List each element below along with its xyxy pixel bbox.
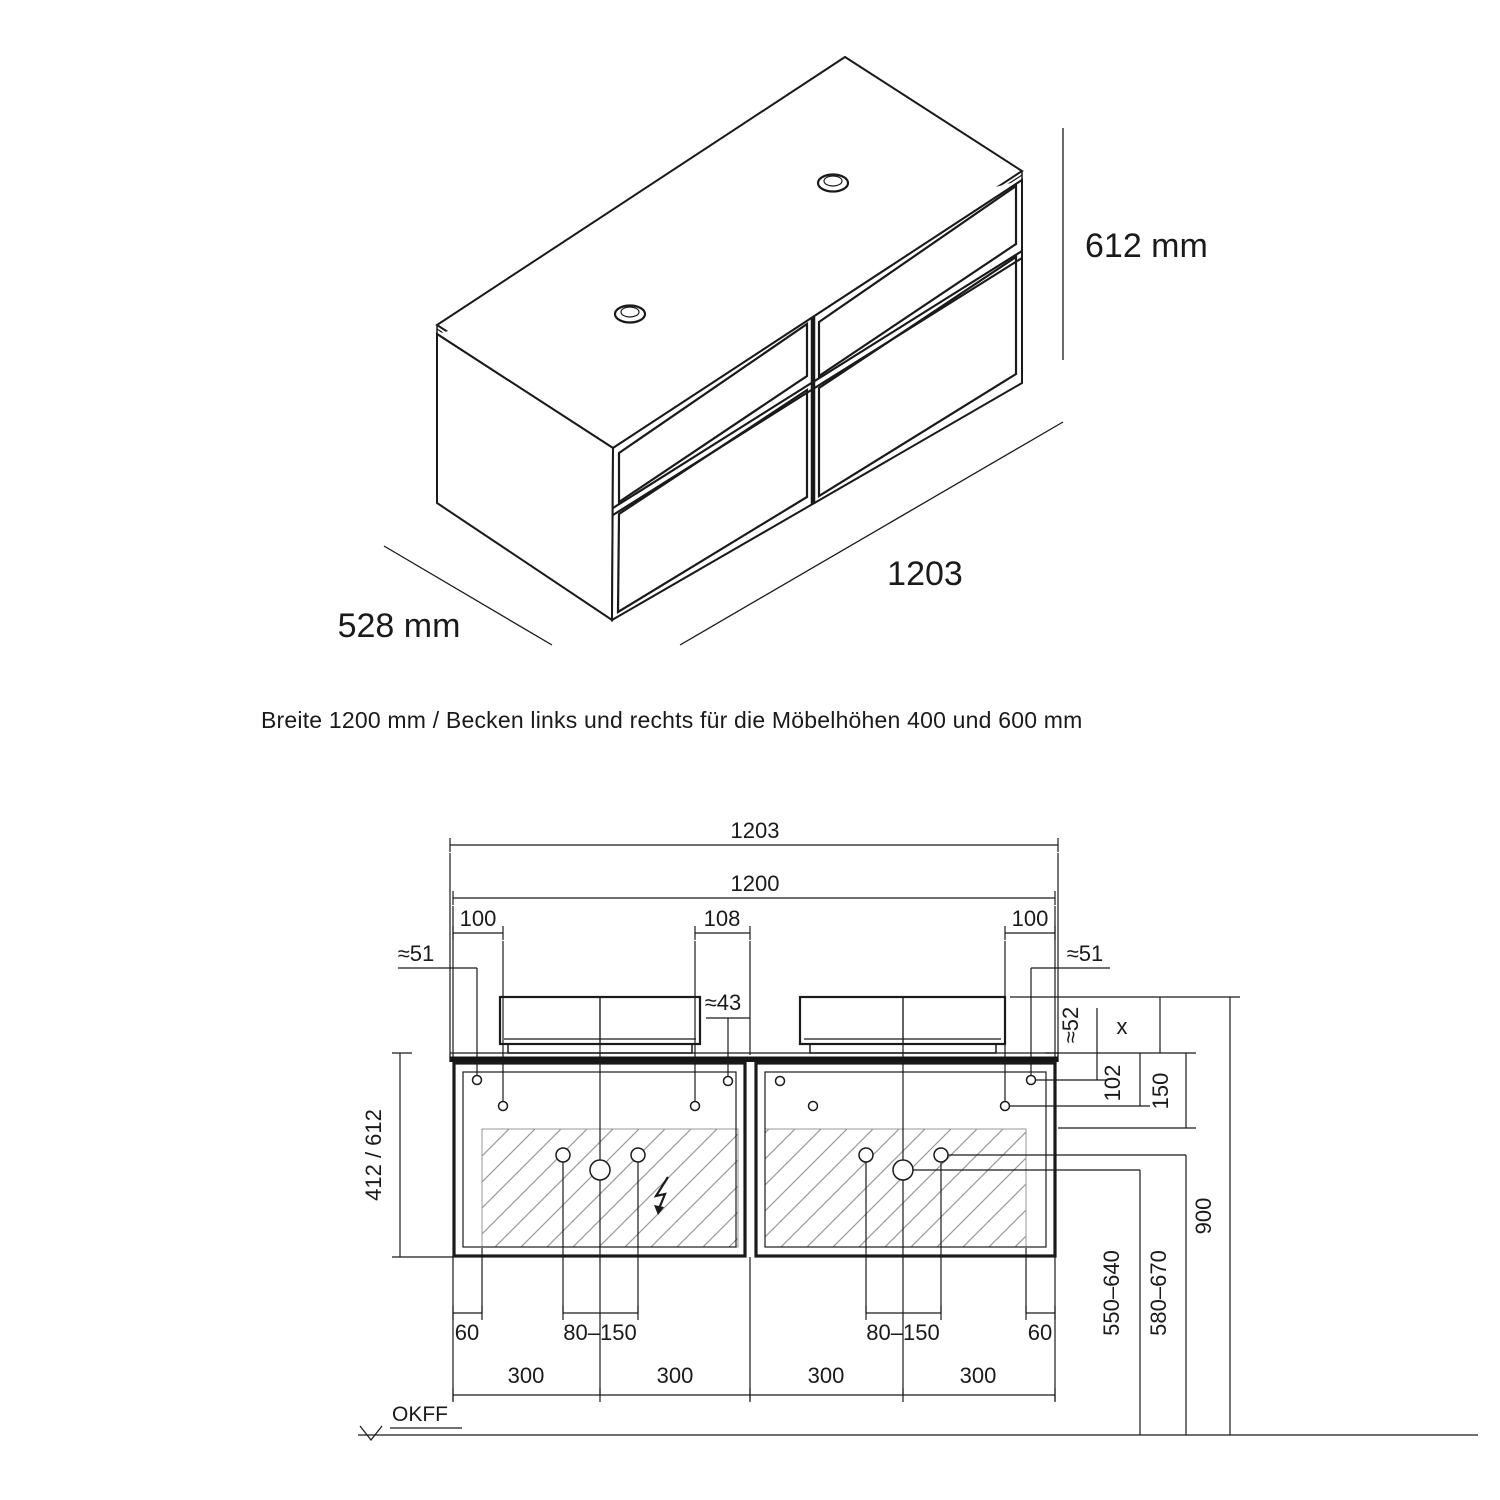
dim-approx51-left: ≈51 [397,941,435,966]
dim-approx52: ≈52 [1058,1006,1083,1044]
dim-approx43: ≈43 [704,990,742,1015]
dim-drill-right: 80–150 [866,1320,940,1345]
dim-total-width: 1203 [730,818,780,843]
iso-height-label: 612 mm [1085,227,1208,265]
iso-view [338,57,1208,645]
elevation-view [358,818,1478,1440]
drain-point-right [893,1160,913,1180]
dim-supply-height: 580–670 [1146,1250,1171,1336]
dim-approx51-right: ≈51 [1066,941,1104,966]
dim-offset-right: 100 [1011,906,1049,931]
dim-span-1: 300 [507,1363,545,1388]
dim-150: 150 [1148,1072,1173,1110]
dim-102: 102 [1100,1064,1125,1102]
dim-edge-right: 60 [1027,1320,1053,1345]
installation-zone-right [765,1129,1026,1247]
elevation-dimension-labels [361,818,1216,1426]
elevation-basin-right [800,997,1005,1053]
drawing-caption: Breite 1200 mm / Becken links und rechts für die Möbelhöhen 400 und 600 mm [261,707,1083,733]
dim-x-variable: x [1116,1014,1128,1039]
iso-depth-label: 528 mm [337,607,461,645]
floor-label: OKFF [392,1403,448,1426]
dim-span-4: 300 [959,1363,997,1388]
dim-drain-height: 550–640 [1099,1250,1124,1336]
elevation-countertop [450,1053,1058,1062]
dim-cabinet-width: 1200 [730,871,780,896]
dim-offset-left: 100 [459,906,497,931]
dim-span-2: 300 [656,1363,694,1388]
installation-zone-left [482,1129,738,1247]
dim-span-3: 300 [807,1363,845,1388]
dim-edge-left: 60 [454,1320,480,1345]
dim-cabinet-height: 412 / 612 [361,1109,386,1201]
dim-drill-left: 80–150 [563,1320,637,1345]
elevation-basin-left [500,997,700,1053]
floor-level-mark [360,1426,382,1440]
dim-900: 900 [1191,1197,1216,1235]
iso-width-label: 1203 [887,555,963,593]
drain-point-left [590,1160,610,1180]
dim-offset-center: 108 [703,906,741,931]
